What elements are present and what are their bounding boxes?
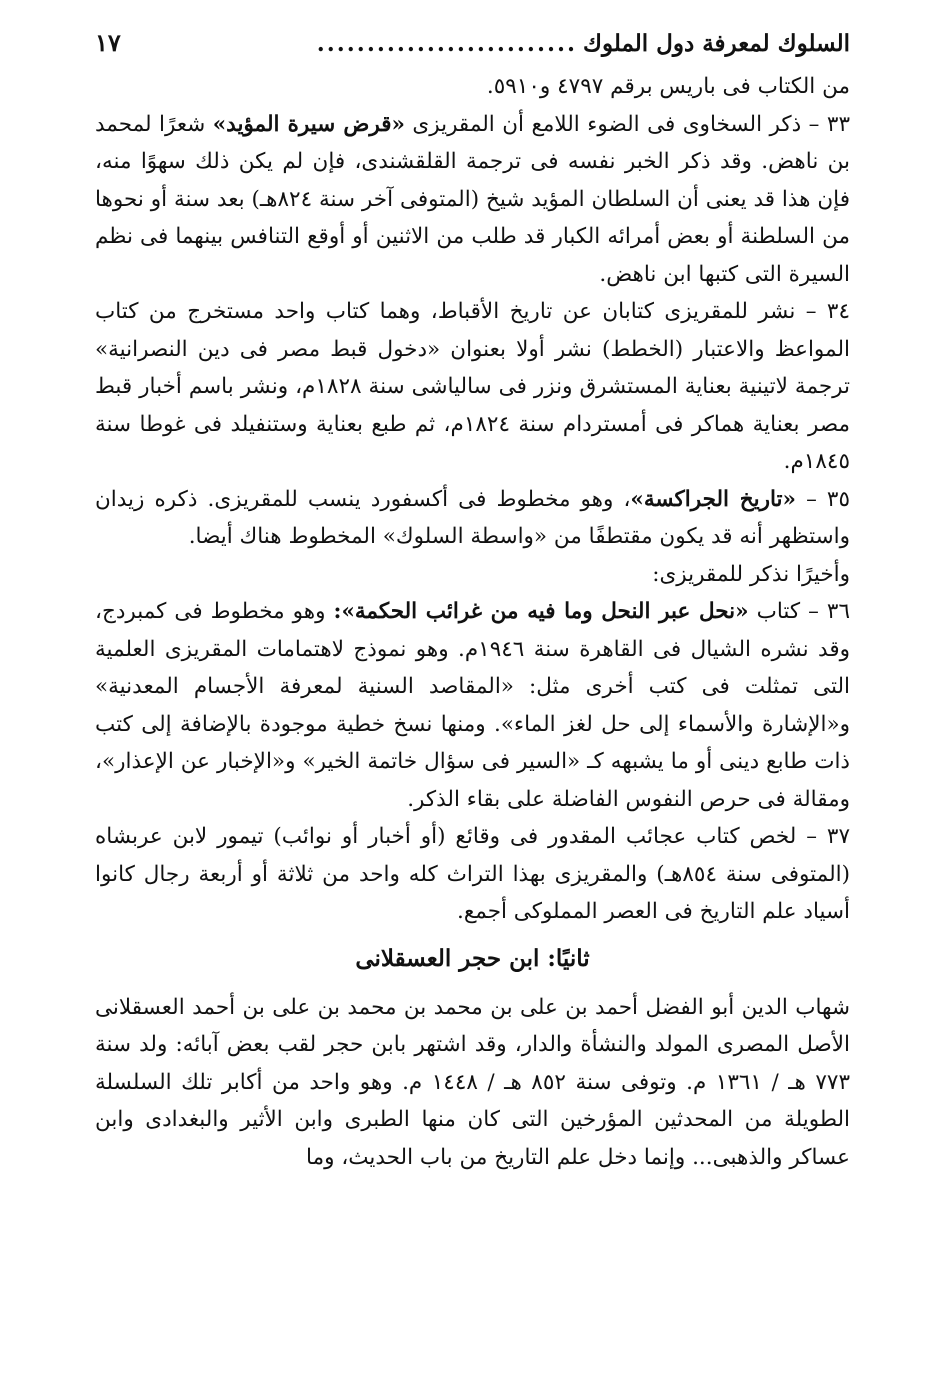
running-title: السلوك لمعرفة دول الملوك: [582, 30, 850, 57]
item-36-lead: ٣٦ – كتاب: [748, 599, 850, 624]
page-body: [95, 68, 850, 1176]
item-33-text: شعرًا لمحمد بن ناهض. وقد ذكر الخبر نفسه فى ترجمة القلقشندى، فإن لم يكن ذلك سهوًا منه، فإن هذا قد يعنى أن السلطان المؤيد شيخ (المتوفى آخر سنة ٨٢٤هـ) بعد سنة أو نحوها من السلطنة أو بعض أمرائه الكبار قد طلب من الاثنين أو أوقع التنافس بينهما فى نظم السيرة التى كتبها ابن ناهض.: [95, 111, 851, 287]
item-33-title: «قرض سيرة المؤيد»: [212, 111, 405, 137]
item-33-lead: ٣٣ – ذكر السخاوى فى الضوء اللامع أن المقريزى: [404, 111, 850, 137]
item-36-title: «نحل عبر النحل وما فيه من غرائب الحكمة»:: [333, 599, 749, 624]
item-36-text: وهو مخطوط فى كمبردج، وقد نشره الشيال فى القاهرة سنة ١٩٤٦م. وهو نموذج لاهتمامات المقريزى العلمية التى تمثلت فى كتب أخرى مثل: «المقاصد السنية لمعرفة الأجسام المعدنية» و«الإشارة والأسماء إلى حل لغز الماء». ومنها نسخ خطية موجودة بالإضافة إلى كتب ذات طابع دينى أو ما يشبهه كـ «السير فى سؤال خاتمة الخير» و«الإخبار عن الإعذار»، ومقالة فى حرص النفوس الفاضلة على بقاء الذكر.: [95, 599, 851, 812]
item-33: [95, 106, 850, 294]
item-36: [95, 593, 850, 818]
page-number: ١٧: [95, 28, 121, 57]
section-body: شهاب الدين أبو الفضل أحمد بن على بن محمد بن محمد بن على بن أحمد العسقلانى الأصل المصرى المولد والنشأة والدار، وقد اشتهر بابن حجر لقب بعض آبائه: ولد سنة ٧٧٣ هـ / ١٣٦١ م. وتوفى سنة ٨٥٢ هـ / ١٤٤٨ م. وهو واحد من أكابر تلك السلسلة الطويلة من المحدثين المؤرخين التى كان منها الطبرى وابن الأثير والبغدادى وابن عساكر والذهبى... وإنما دخل علم التاريخ من باب الحديث، وما: [95, 994, 851, 1170]
continuation-line: من الكتاب فى باريس برقم ٤٧٩٧ و٥٩١٠.: [486, 74, 850, 99]
running-header: [95, 28, 850, 68]
item-35: [95, 481, 850, 556]
item-35-title: «تاريخ الجراكسة»: [630, 486, 796, 512]
leader-dots: ..........................: [316, 30, 577, 57]
item-35-text: ، وهو مخطوط فى أكسفورد ينسب للمقريزى. ذكره زيدان واستظهر أنه قد يكون مقتطفًا من «واسطة السلوك» المخطوط هناك أيضا.: [95, 486, 850, 549]
item-35-lead: ٣٥ –: [795, 486, 851, 512]
item-34: ٣٤ – نشر للمقريزى كتابان عن تاريخ الأقباط، وهما كتاب واحد مستخرج من كتاب المواعظ والاعتبار (الخطط) نشر أولا بعنوان «دخول قبط مصر فى دين النصرانية» ترجمة لاتينية بعناية المستشرق ونزر فى سالياشى سنة ١٨٢٨م، ونشر باسم أخبار قبط مصر بعناية هماكر فى أمستردام سنة ١٨٢٤م، ثم طبع بعناية وستنفيلد فى غوطا سنة ١٨٤٥م.: [95, 299, 851, 474]
item-37: ٣٧ – لخص كتاب عجائب المقدور فى وقائع (أو أخبار أو نوائب) تيمور لابن عربشاه (المتوفى سنة ٨٥٤هـ) والمقريزى بهذا التراث كله واحد من ثلاثة أو أربعة رجال كانوا أسياد علم التاريخ فى العصر المملوكى أجمع.: [95, 824, 850, 924]
finally-line: وأخيرًا نذكر للمقريزى:: [652, 561, 850, 587]
section-heading: ثانيًا: ابن حجر العسقلانى: [355, 944, 590, 972]
